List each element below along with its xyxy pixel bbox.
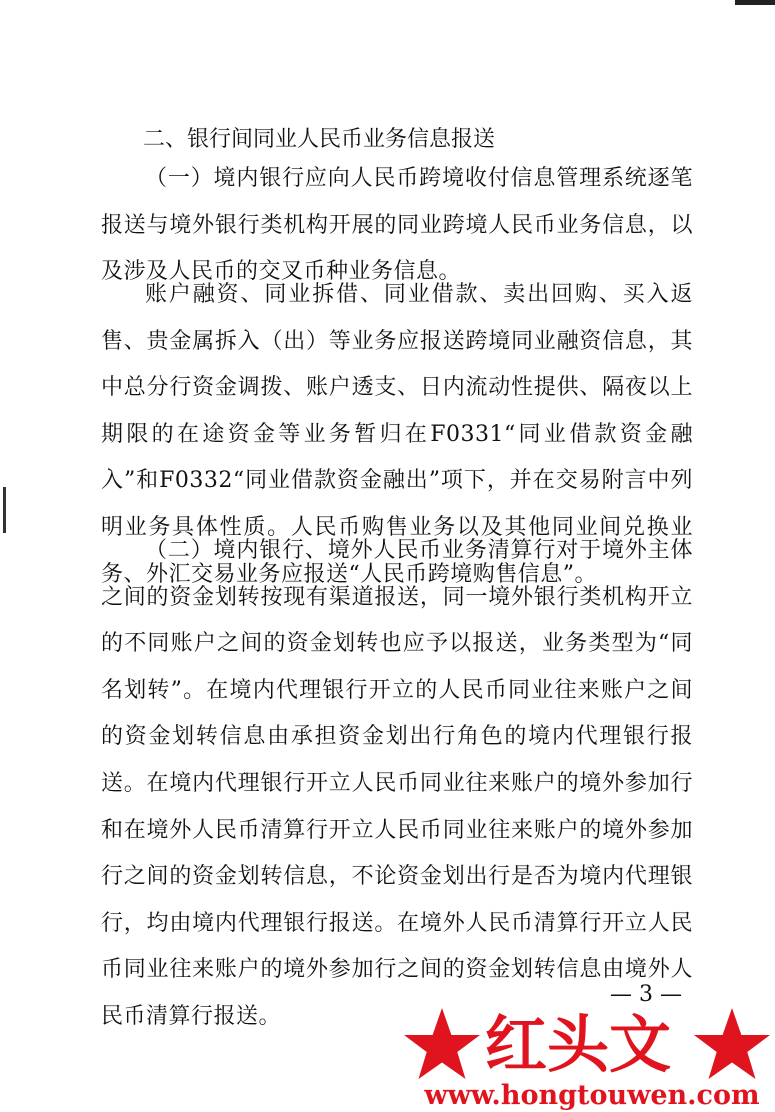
scan-edge-mark <box>735 0 775 5</box>
star-icon <box>404 1008 480 1079</box>
paragraph: （二）境内银行、境外人民币业务清算行对于境外主体之间的资金划转按现有渠道报送，同一境外银行类机构开立的不同账户之间的资金划转也应予以报送，业务类型为“同名划转”。在境内代理银行开立的人民币同业往来账户之间的资金划转信息由承担资金划出行角色的境内代理银行报送。在境内代理银行开立人民币同业往来账户的境外参加行和在境外人民币清算行开立人民币同业往来账户的境外参加行之间的资金划转信息，不论资金划出行是否为境内代理银行，均由境内代理银行报送。在境外人民币清算行开立人民币同业往来账户的境外参加行之间的资金划转信息由境外人民币清算行报送。 <box>101 538 693 1029</box>
page-number: — 3 — <box>610 982 682 1007</box>
watermark <box>400 1002 775 1112</box>
watermark-title: 红头文 <box>484 1008 672 1081</box>
paragraph: 账户融资、同业拆借、同业借款、卖出回购、买入返售、贵金属拆入（出）等业务应报送跨境同业融资信息，其中总分行资金调拨、账户透支、日内流动性提供、隔夜以上期限的在途资金等业务暂归在F0331“同业借款资金融入”和F0332“同业借款资金融出”项下，并在交易附言中列明业务具体性质。人民币购售业务以及其他同业间兑换业务、外汇交易业务应报送“人民币跨境购售信息”。 <box>101 282 693 587</box>
section-heading: 二、银行间同业人民币业务信息报送 <box>143 127 496 152</box>
star-icon <box>694 1008 770 1079</box>
paragraph: （一）境内银行应向人民币跨境收付信息管理系统逐笔报送与境外银行类机构开展的同业跨境人民币业务信息，以及涉及人民币的交叉币种业务信息。 <box>101 166 693 285</box>
scan-edge-mark <box>3 487 6 533</box>
watermark-graphic <box>400 1002 775 1112</box>
watermark-url: www.hongtouwen.com <box>424 1080 760 1111</box>
